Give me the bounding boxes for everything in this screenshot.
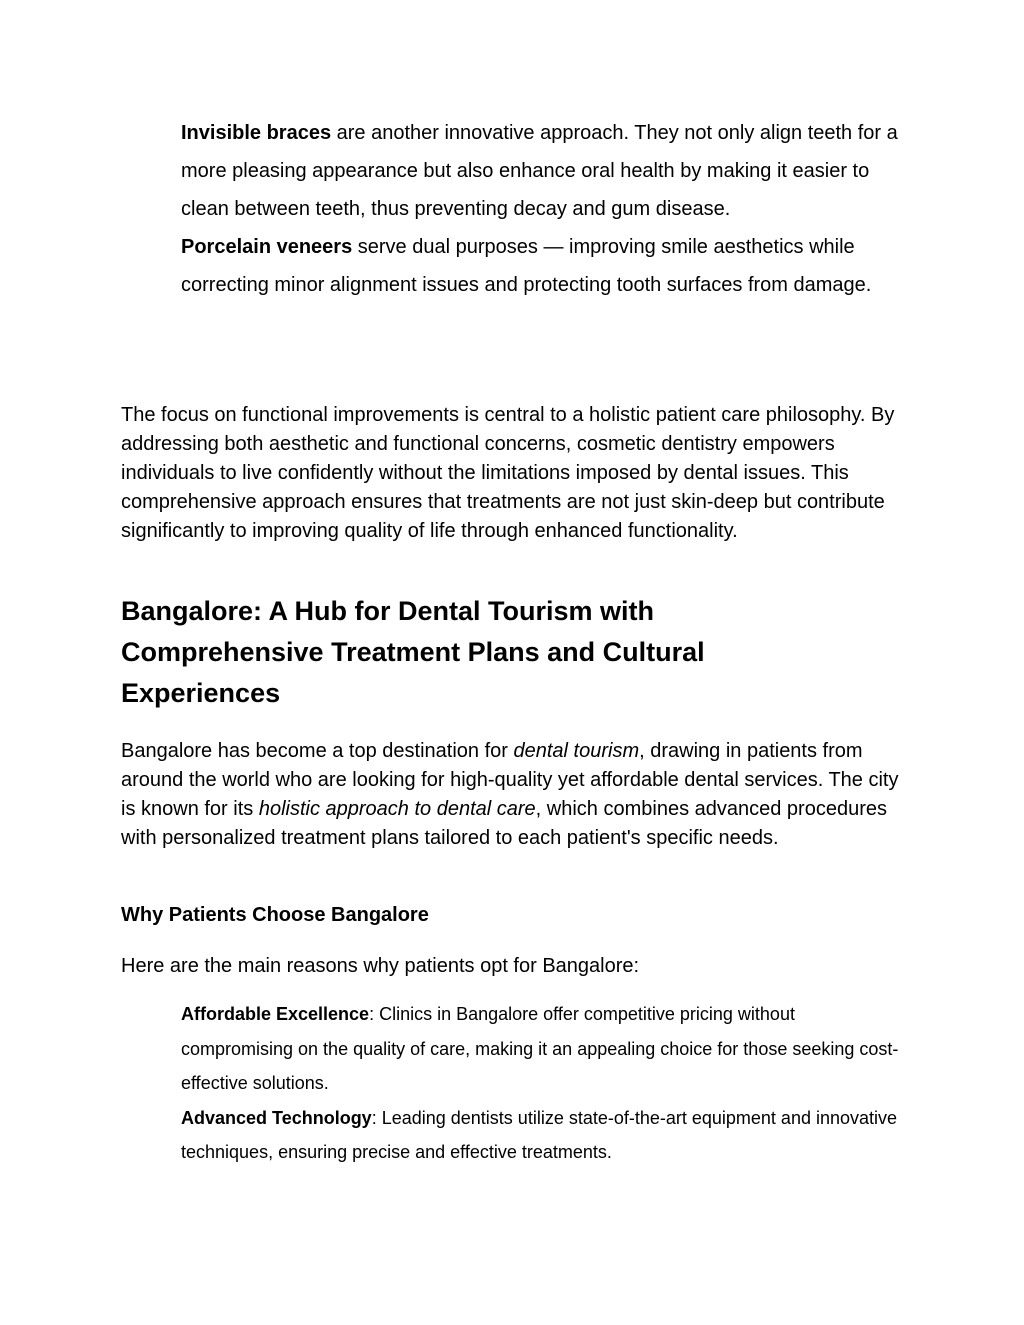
paragraph-text: Bangalore has become a top destination for (121, 740, 514, 762)
treatment-list (181, 114, 911, 304)
list-item (181, 114, 911, 228)
bangalore-paragraph (121, 737, 911, 853)
reasons-list (181, 997, 911, 1170)
list-item-term: Invisible braces (181, 122, 332, 144)
list-item-term: Porcelain veneers (181, 236, 353, 258)
list-item-term: Advanced Technology (181, 1107, 372, 1128)
emphasis-text: holistic approach to dental care (258, 798, 536, 820)
subheading: Why Patients Choose Bangalore (121, 904, 429, 926)
reasons-intro: Here are the main reasons why patients opt for Bangalore: (121, 955, 640, 977)
list-item (181, 997, 911, 1101)
list-item-text: : Clinics in Bangalore offer competitive pricing without compromising on the quality of care, making it an appealing choice for those seeking cost-effective solutions. (181, 1004, 899, 1093)
list-item-text: are another innovative approach. They not only align teeth for a more pleasing appearance but also enhance oral health by making it easier to clean between teeth, thus preventing decay and gum disease. (181, 122, 898, 220)
list-item-term: Affordable Excellence (181, 1004, 370, 1024)
list-item-text: : Leading dentists utilize state-of-the-art equipment and innovative techniques, ensuring precise and effective treatments. (181, 1107, 898, 1162)
emphasis-text: dental tourism (513, 740, 640, 762)
list-item-text: serve dual purposes — improving smile aesthetics while correcting minor alignment issues and protecting tooth surfaces from damage. (181, 236, 872, 296)
list-item (181, 228, 911, 304)
section-heading: Bangalore: A Hub for Dental Tourism with Comprehensive Treatment Plans and Cultural Experiences (121, 596, 705, 708)
paragraph-text: , which combines advanced procedures with personalized treatment plans tailored to each patient's specific needs. (121, 798, 887, 849)
list-item (181, 1101, 911, 1170)
functional-paragraph: The focus on functional improvements is central to a holistic patient care philosophy. By addressing both aesthetic and functional concerns, cosmetic dentistry empowers individuals to live confidently without the limitations imposed by dental issues. This comprehensive approach ensures that treatments are not just skin-deep but contribute significantly to improving quality of life through enhanced functionality. (121, 404, 895, 542)
paragraph-text: , drawing in patients from around the world who are looking for high-quality yet affordable dental services. The city is known for its (121, 740, 899, 820)
